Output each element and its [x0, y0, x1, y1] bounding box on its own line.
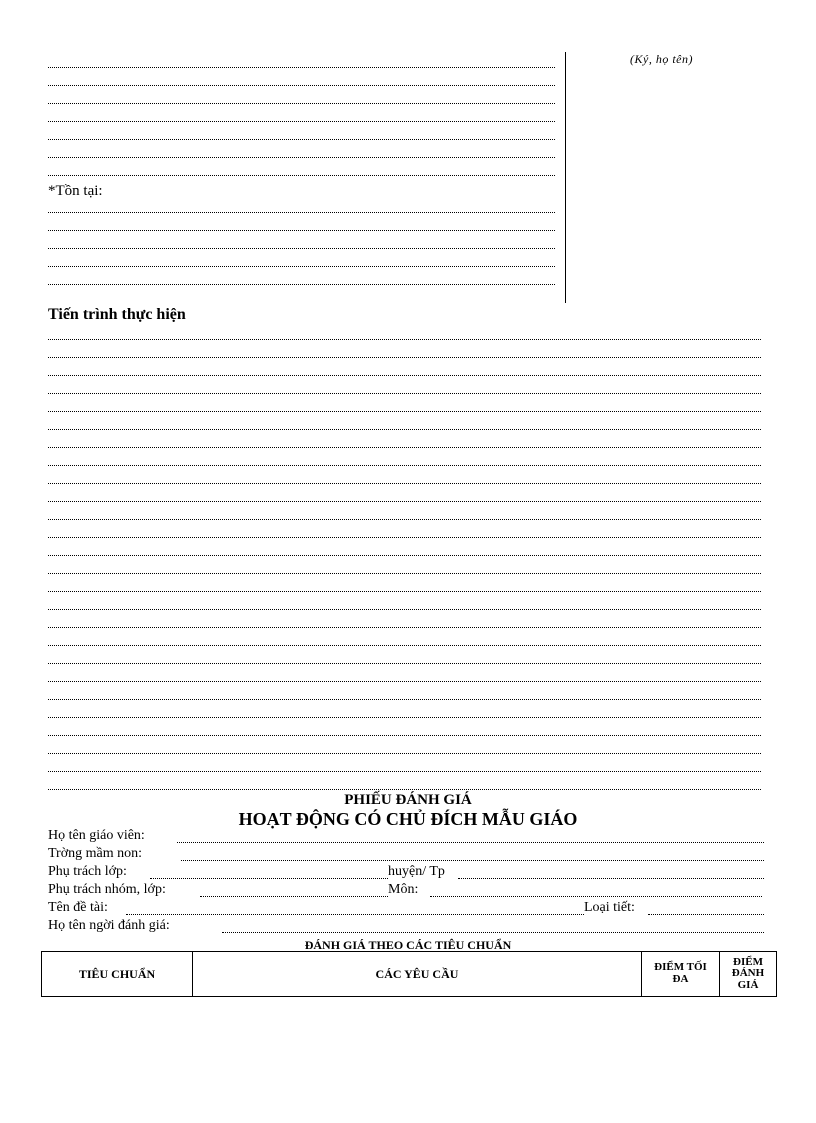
- school-field[interactable]: [181, 860, 764, 861]
- top-dotted-line: [48, 175, 555, 176]
- district-field[interactable]: [458, 878, 764, 879]
- top-dotted-line: [48, 248, 555, 249]
- teacher-name-label: Họ tên giáo viên:: [48, 828, 145, 843]
- top-dotted-line: [48, 230, 555, 231]
- process-dotted-line: [48, 519, 761, 520]
- process-dotted-line: [48, 339, 761, 340]
- process-dotted-line: [48, 447, 761, 448]
- process-dotted-line: [48, 573, 761, 574]
- criteria-heading: ĐÁNH GIÁ THEO CÁC TIÊU CHUẨN: [304, 938, 512, 952]
- lesson-type-field[interactable]: [648, 914, 764, 915]
- district-label: huyện/ Tp: [388, 864, 445, 879]
- top-dotted-line: [48, 121, 555, 122]
- max-score-column-header: ĐIỂM TỐI ĐA: [642, 952, 720, 997]
- criteria-column-header: TIÊU CHUẨN: [42, 952, 193, 997]
- top-dotted-line: [48, 212, 555, 213]
- process-dotted-line: [48, 735, 761, 736]
- subject-label: Môn:: [388, 882, 419, 897]
- signature-note: (Ký, họ tên): [630, 52, 693, 66]
- evaluator-label: Họ tên ngời đánh giá:: [48, 918, 170, 933]
- topic-field[interactable]: [126, 914, 584, 915]
- evaluator-field[interactable]: [222, 932, 764, 933]
- group-class-field[interactable]: [200, 896, 388, 897]
- subject-field[interactable]: [430, 896, 762, 897]
- process-dotted-line: [48, 411, 761, 412]
- requirements-column-header: CÁC YÊU CẦU: [193, 952, 642, 997]
- process-dotted-line: [48, 753, 761, 754]
- top-dotted-line: [48, 284, 555, 285]
- criteria-table: [41, 951, 777, 997]
- process-dotted-line: [48, 789, 761, 790]
- process-dotted-line: [48, 699, 761, 700]
- vertical-divider: [565, 52, 566, 303]
- topic-label: Tên đề tài:: [48, 900, 108, 915]
- process-dotted-line: [48, 537, 761, 538]
- process-dotted-line: [48, 771, 761, 772]
- table-header-row: [42, 952, 777, 997]
- process-dotted-line: [48, 627, 761, 628]
- process-dotted-line: [48, 429, 761, 430]
- top-dotted-line: [48, 67, 555, 68]
- process-dotted-line: [48, 483, 761, 484]
- process-dotted-line: [48, 663, 761, 664]
- process-dotted-line: [48, 555, 761, 556]
- school-label: Trờng mầm non:: [48, 846, 143, 861]
- process-dotted-line: [48, 465, 761, 466]
- class-in-charge-field[interactable]: [150, 878, 388, 879]
- class-in-charge-label: Phụ trách lớp:: [48, 864, 127, 879]
- top-dotted-line: [48, 85, 555, 86]
- process-dotted-line: [48, 609, 761, 610]
- top-dotted-line: [48, 157, 555, 158]
- process-dotted-line: [48, 501, 761, 502]
- process-dotted-line: [48, 681, 761, 682]
- teacher-name-field[interactable]: [177, 842, 764, 843]
- top-dotted-line: [48, 139, 555, 140]
- process-dotted-line: [48, 375, 761, 376]
- form-subtitle: HOẠT ĐỘNG CÓ CHỦ ĐÍCH MẪU GIÁO: [238, 809, 578, 829]
- top-dotted-line: [48, 266, 555, 267]
- top-dotted-line: [48, 103, 555, 104]
- form-title: PHIẾU ĐÁNH GIÁ: [344, 792, 472, 808]
- process-dotted-line: [48, 591, 761, 592]
- process-dotted-line: [48, 717, 761, 718]
- lesson-type-label: Loại tiết:: [584, 900, 635, 915]
- process-dotted-line: [48, 393, 761, 394]
- process-heading: Tiến trình thực hiện: [48, 306, 186, 323]
- ton-tai-label: *Tồn tại:: [48, 183, 103, 199]
- process-dotted-line: [48, 357, 761, 358]
- score-column-header: ĐIỂM ĐÁNH GIÁ: [720, 952, 777, 997]
- group-class-label: Phụ trách nhóm, lớp:: [48, 882, 166, 897]
- process-dotted-line: [48, 645, 761, 646]
